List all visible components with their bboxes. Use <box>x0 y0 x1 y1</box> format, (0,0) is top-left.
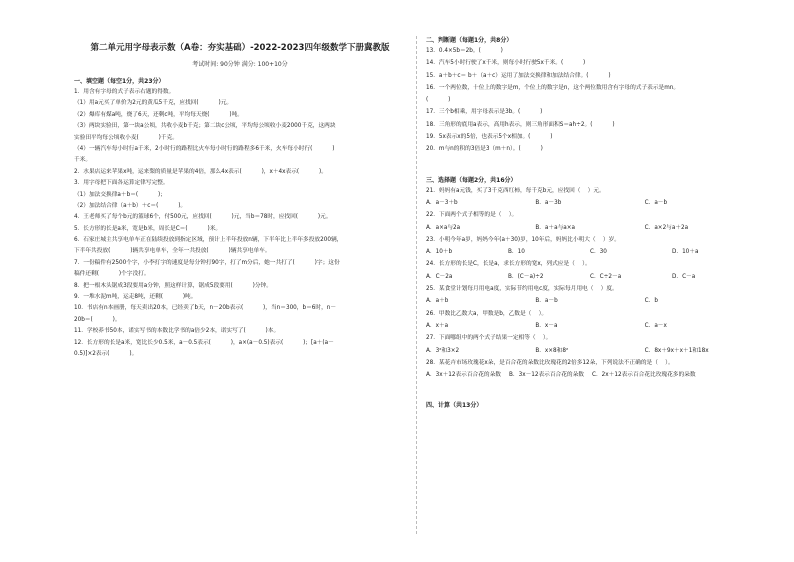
fill-in-questions <box>74 88 406 358</box>
choice-option: C．30 <box>590 249 607 256</box>
judge-question: 18．三角形的底用a表示，高用h表示，则三角形面积S＝ah÷2。( ) <box>426 121 615 128</box>
question-line: 8．把一根木头锯成3段要用a分钟，照这样计算，锯成5段要用( )分钟。 <box>74 282 272 289</box>
question-line: 2．水果店运来苹果x吨，运来梨的质量是苹果的4倍，那么4x表示( )，x＋4x表示( )。 <box>74 168 327 175</box>
spacer <box>426 383 754 395</box>
judge-question: 19．5x表示x的5倍，也表示5个x相加。( ) <box>426 134 553 141</box>
section-choice-heading: 三、选择题（每题2分，共16分） <box>426 176 517 184</box>
choice-question: 22．下面两个式子相等的是（ ）。 <box>426 212 518 219</box>
choice-questions <box>426 187 754 379</box>
choice-options <box>426 347 754 355</box>
choice-option: A．10＋b <box>426 249 453 256</box>
question-line: 1．用含有字母的式子表示右题的得数。 <box>74 89 175 95</box>
choice-option: D．10＋a <box>672 249 699 256</box>
question-line: （4）一辆汽车每小时行a千米，2小时行的路程比火车每小时行的路程多6千米，火车每小时行( ) <box>74 145 335 152</box>
choice-options <box>426 224 754 232</box>
choice-option: C．8x＋9x＋x＋1和18x <box>644 347 709 354</box>
spacer <box>426 158 754 170</box>
choice-question: 23．小明今年a岁，妈妈今年(a＋30)岁，10年后，妈妈比小明大（ ）岁。 <box>426 236 620 243</box>
choice-option: A．a＋b <box>426 298 449 305</box>
choice-option: B．10 <box>508 249 525 256</box>
column-divider <box>416 36 417 534</box>
choice-option: A．C－2a <box>426 273 453 280</box>
section-judge-heading: 二、判断题（每题1分，共8分） <box>426 37 513 44</box>
question-line: （1）加法交换律a＋b＝( )； <box>74 191 166 198</box>
choice-option: C．2x＋12表示百合花比玫瑰花多的朵数 <box>592 372 696 379</box>
choice-option: C．a－x <box>644 322 667 329</box>
choice-option: C．C÷2－a <box>590 273 622 280</box>
question-line: 实验田平均每公顷收小麦( )千克。 <box>74 134 178 141</box>
choice-options <box>426 199 754 207</box>
choice-options <box>426 371 754 379</box>
choice-options <box>426 248 754 256</box>
question-line: 0.5)]×2表示( )。 <box>74 350 138 357</box>
choice-option: B．(C－a)÷2 <box>508 273 544 280</box>
question-line: 稿件还剩( )个字没打。 <box>74 271 150 278</box>
question-line: 11．学校养书50本，诺实写书的本数比学书的a倍少2本，诺实写了( )本。 <box>74 328 280 335</box>
question-line: （2）加法结合律（a＋b）＋c＝( )。 <box>74 202 187 209</box>
judge-questions <box>426 47 754 153</box>
choice-question: 21．妈妈有a元钱，买了3千克西红柿，每千克b元，应找回（ ）元。 <box>426 187 605 194</box>
choice-options <box>426 322 754 330</box>
choice-option: D．C－a <box>672 273 696 280</box>
section-fill-in-heading: 一、填空题（每空1分，共23分） <box>74 78 165 85</box>
question-line: 6．石家庄城主共享电单车正在陆续投放到指定区域，预计上半年投放n辆，下半年比上半年多投放200辆， <box>74 237 343 244</box>
question-line: 下半年共投放( )辆共享电单车，全年一共投放( )辆共享电单车。 <box>74 248 271 255</box>
choice-option: A．3²和3×2 <box>426 347 460 354</box>
choice-question: 27．下面哪组中的两个式子结果一定相等（ ）。 <box>426 335 552 342</box>
question-line: 9．一堆水泥m吨，运走8吨，还剩( )吨。 <box>74 294 197 301</box>
question-line: （3）两块实验田，第一块a公顷，共收小麦b千克；第二块c公顷，平均每公顷收小麦2000千克，这两块 <box>74 123 336 130</box>
choice-option: A．a×a与2a <box>426 224 461 231</box>
choice-option: C．a×2与a＋2a <box>644 224 689 231</box>
choice-option: C．a－b <box>644 199 668 206</box>
choice-option: B．x－a <box>535 322 558 329</box>
question-line: 12．长方形的长是a米，宽比长少0.5米，a－0.5表示( )，a×(a－0.5)表示( )；[a＋(a－ <box>74 339 334 346</box>
judge-question: 13．0.4×5b＝2b。( ) <box>426 48 503 54</box>
choice-options <box>426 297 754 305</box>
left-column <box>74 30 406 361</box>
question-line: 4．王老师买了每个b元的篮球6个，付500元，应找回( )元，当b＝78时，应找回( )元。 <box>74 214 332 221</box>
question-line: 5．长方形的长是a米，宽是b米，周长是C＝( )米。 <box>74 225 222 232</box>
question-line: （2）爆库有煤a吨，烧了6天，还剩c吨，平均每天烧( )吨。 <box>74 111 243 118</box>
choice-question: 26．甲数比乙数大a，甲数是b，乙数是（ ）。 <box>426 310 548 317</box>
page-title: 第二单元用字母表示数（A卷：夯实基础）-2022-2023四年级数学下册冀教版 <box>90 43 390 53</box>
choice-option: B．a－b <box>535 298 558 305</box>
question-line: 千米。 <box>74 157 92 164</box>
exam-info: 考试时间: 90分钟 满分: 100+10分 <box>192 61 288 68</box>
question-line: 20b＝( )。 <box>74 316 121 323</box>
question-line: 7．一份稿件有2500个字，小李打字的速度是每分钟打90字，打了m分后，她一共打了( )字；这份 <box>74 259 340 266</box>
question-line: 10．书店有n本画册，每天卖出20本，已经卖了b天，n－20b表示( )，当n＝300，b＝6时，n－ <box>74 305 337 312</box>
judge-question: 20．m与n的积的3倍是3（m＋n）。( ) <box>426 146 543 153</box>
choice-question: 24．长方形的长是C，长是a，求长方形的宽x，列式应是（ ）。 <box>426 261 591 268</box>
choice-options <box>426 273 754 281</box>
question-line: 3．用字母把下面各运算定律写完整。 <box>74 180 169 187</box>
right-column <box>426 30 754 412</box>
choice-option: B．3x－12表示百合花的朵数 <box>509 372 584 379</box>
judge-question: ( ) <box>426 97 451 104</box>
judge-question: 15．a＋b＋c＝ b＋（a＋c）运用了加法交换律和加法结合律。( ) <box>426 72 611 79</box>
exam-page <box>74 30 754 540</box>
choice-option: C．b <box>644 298 658 305</box>
judge-question: 17．三个b相乘，用字母表示是3b。( ) <box>426 109 543 116</box>
choice-option: B．a＋a与a×a <box>535 224 575 231</box>
judge-question: 16．一个两位数，十位上的数字是m，个位上的数字是n，这个两位数用含有字母的式子表示是mn。 <box>426 84 680 91</box>
section-calc-heading: 四、计算（共13分） <box>426 402 483 410</box>
choice-option: B．a－3b <box>535 199 562 206</box>
choice-option: A．x＋a <box>426 322 449 329</box>
choice-option: A．3x＋12表示百合花的朵数 <box>426 372 501 379</box>
choice-question: 28．某花卉市场玫瑰花x朵，是百合花的朵数比玫瑰花的2倍多12朵，下列说法不正确的是（ ）。 <box>426 359 674 366</box>
choice-option: A．a－3＋b <box>426 199 458 206</box>
choice-option: B．x×8和8² <box>535 347 569 354</box>
judge-question: 14．汽车5小时行驶了x千米，则每小时行驶5x千米。( ) <box>426 60 586 67</box>
choice-question: 25．某食堂计划每月用电a度，实际节约用电c度，实际每月用电（ ）度。 <box>426 286 618 293</box>
question-line: （1）用a元买了单价为2元的黄瓜5千克，应找回( )元。 <box>74 100 233 107</box>
